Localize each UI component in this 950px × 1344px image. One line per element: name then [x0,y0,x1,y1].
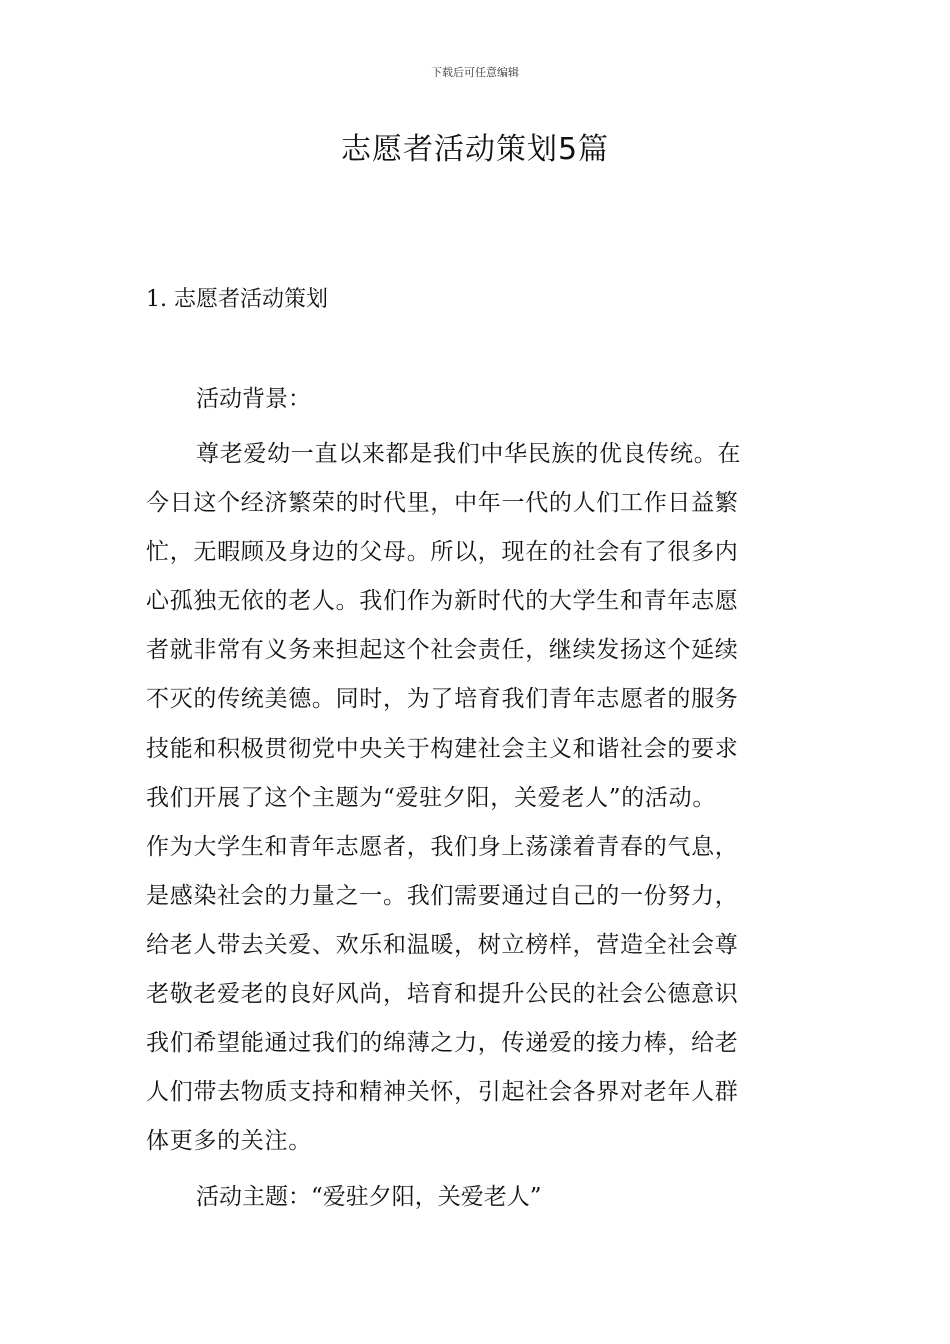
paragraph-line: 今日这个经济繁荣的时代里，中年一代的人们工作日益繁 [146,490,739,517]
section-heading: 1. 志愿者活动策划 [146,287,328,312]
paragraph-line: 不灭的传统美德。同时，为了培育我们青年志愿者的服务 [146,686,739,713]
background-paragraph [146,430,808,1166]
page-title: 志愿者活动策划5篇 [340,132,610,167]
paragraph-line: 我们希望能通过我们的绵薄之力，传递爱的接力棒，给老 [146,1030,739,1057]
paragraph-line: 我们开展了这个主题为“爱驻夕阳，关爱老人”的活动。 [146,784,717,811]
paragraph-line: 作为大学生和青年志愿者，我们身上荡漾着青春的气息， [146,833,739,860]
paragraph-line: 忙，无暇顾及身边的父母。所以，现在的社会有了很多内 [146,539,739,566]
activity-theme-line: 活动主题：“爱驻夕阳，关爱老人” [196,1184,542,1210]
paragraph-line: 是感染社会的力量之一。我们需要通过自己的一份努力， [146,882,739,909]
activity-background-label: 活动背景： [196,386,311,412]
paragraph-line: 技能和积极贯彻党中央关于构建社会主义和谐社会的要求 [146,735,739,762]
paragraph-line: 人们带去物质支持和精神关怀，引起社会各界对老年人群 [146,1079,739,1106]
header-note: 下载后可任意编辑 [431,66,519,79]
paragraph-line: 尊老爱幼一直以来都是我们中华民族的优良传统。在 [196,441,742,467]
paragraph-line: 体更多的关注。 [146,1128,312,1155]
paragraph-line: 者就非常有义务来担起这个社会责任，继续发扬这个延续 [146,637,739,664]
paragraph-line: 老敬老爱老的良好风尚，培育和提升公民的社会公德意识 [146,981,739,1008]
paragraph-line: 心孤独无依的老人。我们作为新时代的大学生和青年志愿 [146,588,739,615]
paragraph-line: 给老人带去关爱、欢乐和温暖，树立榜样，营造全社会尊 [146,931,739,958]
